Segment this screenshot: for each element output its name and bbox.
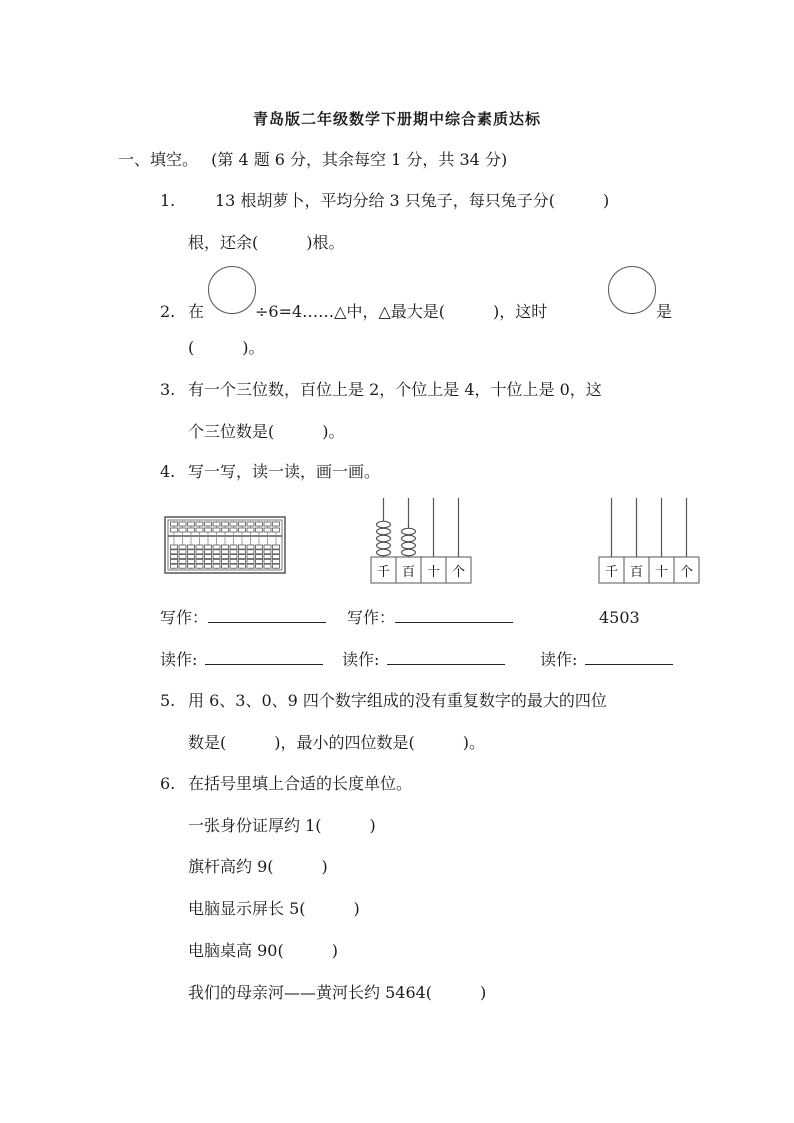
abacus-bead xyxy=(213,545,220,549)
abacus-bead xyxy=(273,522,280,526)
abacus-bead xyxy=(171,555,178,559)
place-label-thousands: 千 xyxy=(376,565,391,580)
abacus-bead xyxy=(264,528,271,532)
abacus-bead xyxy=(230,550,237,554)
abacus-bead xyxy=(188,555,195,559)
abacus-bead xyxy=(247,545,254,549)
abacus-bead xyxy=(222,564,229,568)
abacus-bead xyxy=(273,564,280,568)
abacus-bead xyxy=(213,522,220,526)
read-row-2 xyxy=(342,650,505,670)
write-label: 写作： xyxy=(347,608,396,627)
abacus-bead xyxy=(171,522,178,526)
abacus-bead xyxy=(239,545,246,549)
abacus-bead xyxy=(256,522,263,526)
abacus-bead xyxy=(222,545,229,549)
q3-number: 3. xyxy=(160,380,176,399)
read-label: 读作: xyxy=(160,650,198,669)
abacus-bead xyxy=(239,559,246,563)
abacus-bead xyxy=(196,555,203,559)
q5-text-line2: 数是( )，最小的四位数是( )。 xyxy=(188,733,485,752)
q3-text-line2: 个三位数是( )。 xyxy=(188,422,345,441)
abacus-bead xyxy=(196,550,203,554)
abacus-bead xyxy=(196,522,203,526)
q2-text-a: 在 xyxy=(188,302,205,321)
abacus-bead xyxy=(205,555,212,559)
q1-number: 1. xyxy=(160,191,176,210)
place-label-ones: 个 xyxy=(451,565,466,580)
abacus-bead xyxy=(264,564,271,568)
abacus-bead xyxy=(196,528,203,532)
abacus-bead xyxy=(256,555,263,559)
read-label: 读作: xyxy=(342,650,380,669)
abacus-bead xyxy=(179,522,186,526)
place-label-hundreds: 百 xyxy=(401,565,416,580)
abacus-bead xyxy=(247,559,254,563)
abacus-bead xyxy=(247,522,254,526)
abacus-bead xyxy=(230,545,237,549)
abacus-bead xyxy=(213,555,220,559)
q1-text-line1: 13 根胡萝卜，平均分给 3 只兔子，每只兔子分( ) xyxy=(215,191,610,210)
abacus-bead xyxy=(179,555,186,559)
place-label-ones: 个 xyxy=(679,565,694,580)
abacus-bead xyxy=(239,564,246,568)
counter-bead xyxy=(377,549,391,555)
abacus-image xyxy=(164,516,286,574)
q1-text-line2: 根，还余( )根。 xyxy=(188,233,345,252)
abacus-bead xyxy=(196,564,203,568)
abacus-bead xyxy=(171,550,178,554)
abacus-bead xyxy=(273,528,280,532)
q6-item: 我们的母亲河——黄河长约 5464( ) xyxy=(188,983,487,1002)
abacus-bead xyxy=(222,550,229,554)
q4-text: 写一写，读一读，画一画。 xyxy=(188,462,381,481)
read-label: 读作: xyxy=(540,650,578,669)
abacus-bead xyxy=(273,559,280,563)
q5-number: 5. xyxy=(160,691,176,710)
answer-blank[interactable] xyxy=(585,650,673,665)
abacus-bead xyxy=(230,559,237,563)
abacus-bead xyxy=(222,528,229,532)
counter-bead xyxy=(402,535,416,541)
abacus-bead xyxy=(264,555,271,559)
abacus-bead xyxy=(256,545,263,549)
abacus-bead xyxy=(179,545,186,549)
abacus-bead xyxy=(205,564,212,568)
read-row-3 xyxy=(540,650,673,670)
abacus-bead xyxy=(188,550,195,554)
counter-bead xyxy=(402,528,416,534)
abacus-bead xyxy=(213,528,220,532)
abacus-bead xyxy=(256,550,263,554)
abacus-bead xyxy=(179,559,186,563)
abacus-bead xyxy=(188,545,195,549)
abacus-bead xyxy=(247,550,254,554)
write-label: 写作： xyxy=(160,608,209,627)
counter-bead xyxy=(377,521,391,527)
q2-text-c: 是 xyxy=(656,302,673,321)
abacus-bead xyxy=(239,550,246,554)
given-number: 4503 xyxy=(599,608,640,627)
abacus-bead xyxy=(273,550,280,554)
q2-text-line2: ( )。 xyxy=(188,338,265,357)
q6-item: 电脑桌高 90( ) xyxy=(188,941,338,960)
abacus-bead xyxy=(196,559,203,563)
abacus-bead xyxy=(205,528,212,532)
abacus-bead xyxy=(171,564,178,568)
abacus-bead xyxy=(256,564,263,568)
abacus-bead xyxy=(222,555,229,559)
q3-text-line1: 有一个三位数，百位上是 2，个位上是 4，十位上是 0，这 xyxy=(188,380,602,399)
counter-bead xyxy=(377,535,391,541)
abacus-bead xyxy=(264,559,271,563)
abacus-bead xyxy=(247,564,254,568)
counting-frame-1 xyxy=(370,496,474,588)
abacus-bead xyxy=(188,522,195,526)
abacus-bead xyxy=(213,559,220,563)
section-heading xyxy=(118,150,507,170)
place-label-tens: 十 xyxy=(654,565,669,580)
q5-text-line1: 用 6、3、0、9 四个数字组成的没有重复数字的最大的四位 xyxy=(188,691,607,710)
abacus-bead xyxy=(239,522,246,526)
abacus-bead xyxy=(273,545,280,549)
counting-frame-2[interactable] xyxy=(598,496,702,588)
abacus-bead xyxy=(171,545,178,549)
abacus-bead xyxy=(256,559,263,563)
abacus-bead xyxy=(264,545,271,549)
answer-blank[interactable] xyxy=(387,650,505,665)
abacus-bead xyxy=(247,555,254,559)
circle-shape xyxy=(608,266,656,314)
abacus-bead xyxy=(230,528,237,532)
counter-bead xyxy=(402,542,416,548)
abacus-bead xyxy=(264,550,271,554)
abacus-bead xyxy=(205,522,212,526)
q4-number: 4. xyxy=(160,462,176,481)
abacus-bead xyxy=(171,528,178,532)
abacus-bead xyxy=(239,555,246,559)
abacus-bead xyxy=(205,550,212,554)
abacus-bead xyxy=(196,545,203,549)
q6-item: 电脑显示屏长 5( ) xyxy=(188,899,360,918)
abacus-bead xyxy=(171,559,178,563)
place-label-hundreds: 百 xyxy=(629,565,644,580)
counter-bead xyxy=(377,528,391,534)
abacus-bead xyxy=(222,559,229,563)
counter-bead xyxy=(402,549,416,555)
abacus-bead xyxy=(222,522,229,526)
abacus-bead xyxy=(230,522,237,526)
q2-number: 2. xyxy=(160,302,176,321)
abacus-bead xyxy=(188,564,195,568)
abacus-bead xyxy=(256,528,263,532)
section-note: (第 4 题 6 分，其余每空 1 分，共 34 分) xyxy=(211,150,508,169)
abacus-bead xyxy=(188,528,195,532)
q2-text-b: ÷6=4……△中，△最大是( )，这时 xyxy=(255,302,548,321)
abacus-bead xyxy=(247,528,254,532)
abacus-bead xyxy=(230,564,237,568)
abacus-bead xyxy=(213,564,220,568)
q6-item: 旗杆高约 9( ) xyxy=(188,857,328,876)
place-label-thousands: 千 xyxy=(604,565,619,580)
abacus-bead xyxy=(179,528,186,532)
abacus-bead xyxy=(264,522,271,526)
circle-shape xyxy=(208,266,256,314)
abacus-bead xyxy=(188,559,195,563)
q6-text: 在括号里填上合适的长度单位。 xyxy=(188,774,413,793)
write-row-2 xyxy=(347,608,513,628)
answer-blank[interactable] xyxy=(205,650,323,665)
place-label-tens: 十 xyxy=(426,565,441,580)
write-row-1 xyxy=(160,608,326,628)
abacus-bead xyxy=(213,550,220,554)
q6-item: 一张身份证厚约 1( ) xyxy=(188,816,376,835)
q6-number: 6. xyxy=(160,774,176,793)
counter-bead xyxy=(377,542,391,548)
abacus-bead xyxy=(205,559,212,563)
page-title: 青岛版二年级数学下册期中综合素质达标 xyxy=(252,110,541,128)
read-row-1 xyxy=(160,650,323,670)
abacus-bead xyxy=(179,550,186,554)
abacus-bead xyxy=(205,545,212,549)
abacus-bead xyxy=(273,555,280,559)
answer-blank[interactable] xyxy=(208,608,326,623)
section-title: 一、填空。 xyxy=(118,150,199,169)
abacus-bead xyxy=(230,555,237,559)
abacus-bead xyxy=(239,528,246,532)
answer-blank[interactable] xyxy=(395,608,513,623)
abacus-bead xyxy=(179,564,186,568)
